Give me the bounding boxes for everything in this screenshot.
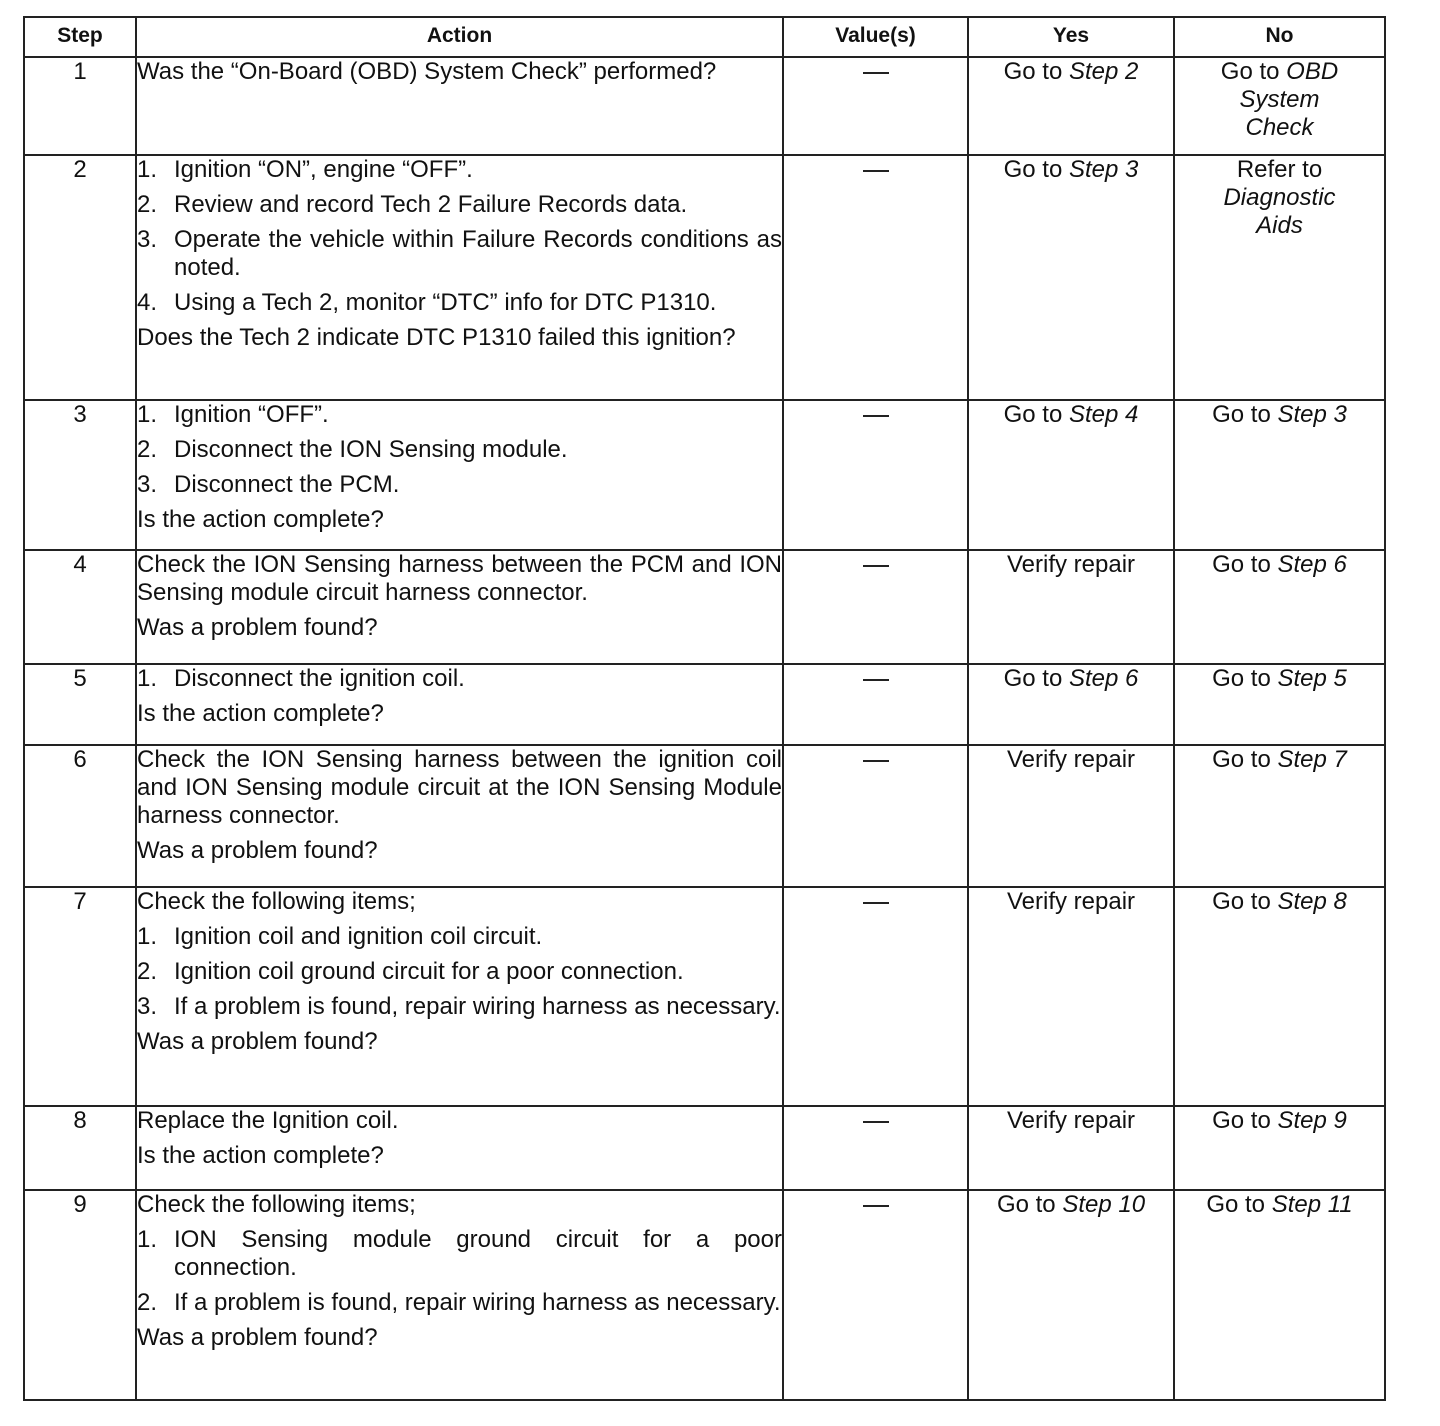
- question-text: Does the Tech 2 indicate DTC P1310 failed this ignition?: [137, 324, 736, 351]
- instruction-text: Check the following items;: [137, 888, 416, 915]
- table-body: [24, 57, 1385, 1400]
- instruction-text: Disconnect the ION Sensing module.: [174, 436, 568, 463]
- value-dash: [863, 170, 889, 172]
- action-cell: [136, 664, 783, 745]
- value-dash: [863, 565, 889, 567]
- no-cell: [1174, 1190, 1385, 1400]
- no-action: Go to Step 6: [1212, 551, 1347, 578]
- question-text: Was the “On-Board (OBD) System Check” performed?: [137, 58, 717, 85]
- instruction-text: If a problem is found, repair wiring harness as necessary.: [174, 1289, 781, 1316]
- numbered-instruction: [137, 289, 782, 317]
- yes-action: Go to Step 4: [1003, 401, 1139, 428]
- table-row: [24, 664, 1385, 745]
- yes-action: Go to Step 10: [996, 1191, 1146, 1218]
- nav-line: Go to OBD: [1220, 58, 1339, 85]
- instruction-number: 1.: [137, 401, 158, 428]
- question-text: Is the action complete?: [137, 506, 384, 533]
- instruction-number: 1.: [137, 156, 158, 183]
- action-cell: [136, 155, 783, 400]
- no-cell: [1174, 887, 1385, 1106]
- numbered-instruction: [137, 923, 782, 951]
- instruction-text: If a problem is found, repair wiring harness as necessary.: [174, 993, 781, 1020]
- numbered-instruction: [137, 958, 782, 986]
- value-dash: [863, 760, 889, 762]
- no-cell: [1174, 400, 1385, 550]
- step-number: 2: [24, 155, 136, 400]
- yes-action: Verify repair: [1006, 551, 1136, 578]
- numbered-instruction: [137, 156, 782, 184]
- instruction-text: Replace the Ignition coil.: [137, 1107, 399, 1134]
- instruction-number: 1.: [137, 665, 158, 692]
- nav-target: Aids: [1256, 212, 1303, 239]
- no-action: Go to Step 9: [1212, 1107, 1347, 1134]
- numbered-instruction: [137, 471, 782, 499]
- yes-cell: [968, 1106, 1174, 1190]
- no-action: [1175, 156, 1384, 240]
- yes-action: Verify repair: [1006, 1107, 1136, 1134]
- nav-target: System: [1239, 86, 1320, 113]
- numbered-instruction: [137, 1289, 782, 1317]
- question-text: Was a problem found?: [137, 1324, 378, 1351]
- instruction-number: 1.: [137, 923, 158, 950]
- step-number: 4: [24, 550, 136, 664]
- instruction-text: Operate the vehicle within Failure Records conditions as noted.: [174, 226, 782, 281]
- step-number: 1: [24, 57, 136, 155]
- value-cell: [783, 664, 968, 745]
- instruction-number: 3.: [137, 471, 158, 498]
- value-cell: [783, 1190, 968, 1400]
- instruction-text: Check the ION Sensing harness between the ignition coil and ION Sensing module circuit at the ION Sensing Module harness connector.: [137, 746, 782, 829]
- nav-line: Refer to: [1236, 156, 1323, 183]
- action-cell: [136, 57, 783, 155]
- nav-target: Step 8: [1277, 888, 1347, 915]
- no-cell: [1174, 664, 1385, 745]
- nav-target: Step 6: [1068, 665, 1139, 692]
- value-cell: [783, 57, 968, 155]
- action-cell: [136, 1106, 783, 1190]
- numbered-instruction: [137, 665, 782, 693]
- table-row: [24, 57, 1385, 155]
- table-row: [24, 745, 1385, 887]
- instruction-text: Ignition coil and ignition coil circuit.: [174, 923, 543, 950]
- instruction-text: Disconnect the ignition coil.: [174, 665, 465, 692]
- action-cell: [136, 745, 783, 887]
- no-action: [1175, 58, 1384, 142]
- value-cell: [783, 155, 968, 400]
- value-cell: [783, 887, 968, 1106]
- step-number: 9: [24, 1190, 136, 1400]
- table-row: [24, 155, 1385, 400]
- numbered-instruction: [137, 993, 782, 1021]
- question-text: Was a problem found?: [137, 837, 378, 864]
- yes-cell: [968, 155, 1174, 400]
- value-cell: [783, 400, 968, 550]
- step-number: 5: [24, 664, 136, 745]
- nav-target: Step 7: [1277, 746, 1347, 773]
- numbered-instruction: [137, 226, 782, 282]
- no-action: Go to Step 5: [1212, 665, 1347, 692]
- instruction-text: Using a Tech 2, monitor “DTC” info for DTC P1310.: [174, 289, 717, 316]
- instruction-number: 3.: [137, 993, 158, 1020]
- table-row: [24, 887, 1385, 1106]
- instruction-text: Ignition coil ground circuit for a poor connection.: [174, 958, 684, 985]
- table-row: [24, 550, 1385, 664]
- table-header-row: [24, 17, 1385, 57]
- header-no: No: [1174, 17, 1385, 57]
- yes-cell: [968, 745, 1174, 887]
- instruction-text: ION Sensing module ground circuit for a poor connection.: [174, 1226, 782, 1281]
- instruction-text: Ignition “ON”, engine “OFF”.: [174, 156, 473, 183]
- nav-target: Step 3: [1277, 401, 1347, 428]
- yes-cell: [968, 550, 1174, 664]
- nav-target: Step 9: [1277, 1107, 1347, 1134]
- no-action: Go to Step 3: [1212, 401, 1347, 428]
- no-action: Go to Step 7: [1212, 746, 1347, 773]
- value-dash: [863, 72, 889, 74]
- yes-cell: [968, 1190, 1174, 1400]
- value-dash: [863, 902, 889, 904]
- nav-target: Step 3: [1068, 156, 1139, 183]
- step-number: 3: [24, 400, 136, 550]
- nav-target: Check: [1245, 114, 1314, 141]
- value-dash: [863, 1205, 889, 1207]
- question-text: Is the action complete?: [137, 1142, 384, 1169]
- nav-target: Step 10: [1062, 1191, 1146, 1218]
- nav-target: Step 5: [1277, 665, 1347, 692]
- instruction-number: 1.: [137, 1226, 158, 1253]
- instruction-text: Review and record Tech 2 Failure Records data.: [174, 191, 688, 218]
- table-row: [24, 400, 1385, 550]
- question-text: Was a problem found?: [137, 1028, 378, 1055]
- step-number: 8: [24, 1106, 136, 1190]
- nav-target: OBD: [1286, 58, 1339, 85]
- action-cell: [136, 550, 783, 664]
- no-cell: [1174, 57, 1385, 155]
- value-dash: [863, 679, 889, 681]
- instruction-text: Check the following items;: [137, 1191, 416, 1218]
- numbered-instruction: [137, 1226, 782, 1282]
- action-cell: [136, 400, 783, 550]
- header-yes: Yes: [968, 17, 1174, 57]
- no-cell: [1174, 1106, 1385, 1190]
- nav-target: Step 6: [1277, 551, 1347, 578]
- instruction-number: 4.: [137, 289, 158, 316]
- nav-target: Step 4: [1068, 401, 1139, 428]
- yes-cell: [968, 887, 1174, 1106]
- action-cell: [136, 1190, 783, 1400]
- numbered-instruction: [137, 401, 782, 429]
- nav-target: Diagnostic: [1223, 184, 1336, 211]
- step-number: 6: [24, 745, 136, 887]
- table-row: [24, 1190, 1385, 1400]
- step-number: 7: [24, 887, 136, 1106]
- value-cell: [783, 550, 968, 664]
- instruction-text: Check the ION Sensing harness between the PCM and ION Sensing module circuit harness connector.: [137, 551, 782, 606]
- numbered-instruction: [137, 436, 782, 464]
- instruction-number: 3.: [137, 226, 158, 253]
- no-cell: [1174, 550, 1385, 664]
- no-cell: [1174, 155, 1385, 400]
- diagnostic-table: [23, 16, 1386, 1401]
- action-cell: [136, 887, 783, 1106]
- instruction-number: 2.: [137, 1289, 158, 1316]
- nav-target: Step 2: [1068, 58, 1139, 85]
- header-values: Value(s): [783, 17, 968, 57]
- value-cell: [783, 1106, 968, 1190]
- question-text: Is the action complete?: [137, 700, 384, 727]
- instruction-number: 2.: [137, 958, 158, 985]
- value-dash: [863, 415, 889, 417]
- instruction-text: Disconnect the PCM.: [174, 471, 400, 498]
- instruction-number: 2.: [137, 436, 158, 463]
- no-cell: [1174, 745, 1385, 887]
- header-step: Step: [24, 17, 136, 57]
- instruction-number: 2.: [137, 191, 158, 218]
- no-action: Go to Step 11: [1206, 1191, 1353, 1218]
- instruction-text: Ignition “OFF”.: [174, 401, 329, 428]
- yes-action: Verify repair: [1006, 746, 1136, 773]
- yes-cell: [968, 664, 1174, 745]
- question-text: Was a problem found?: [137, 614, 378, 641]
- value-cell: [783, 745, 968, 887]
- nav-target: Step 11: [1271, 1191, 1353, 1218]
- yes-cell: [968, 57, 1174, 155]
- header-action: Action: [136, 17, 783, 57]
- numbered-instruction: [137, 191, 782, 219]
- yes-action: Verify repair: [1006, 888, 1136, 915]
- value-dash: [863, 1121, 889, 1123]
- table-row: [24, 1106, 1385, 1190]
- yes-action: Go to Step 6: [1003, 665, 1139, 692]
- yes-cell: [968, 400, 1174, 550]
- no-action: Go to Step 8: [1212, 888, 1347, 915]
- yes-action: Go to Step 2: [1003, 58, 1139, 85]
- yes-action: Go to Step 3: [1003, 156, 1139, 183]
